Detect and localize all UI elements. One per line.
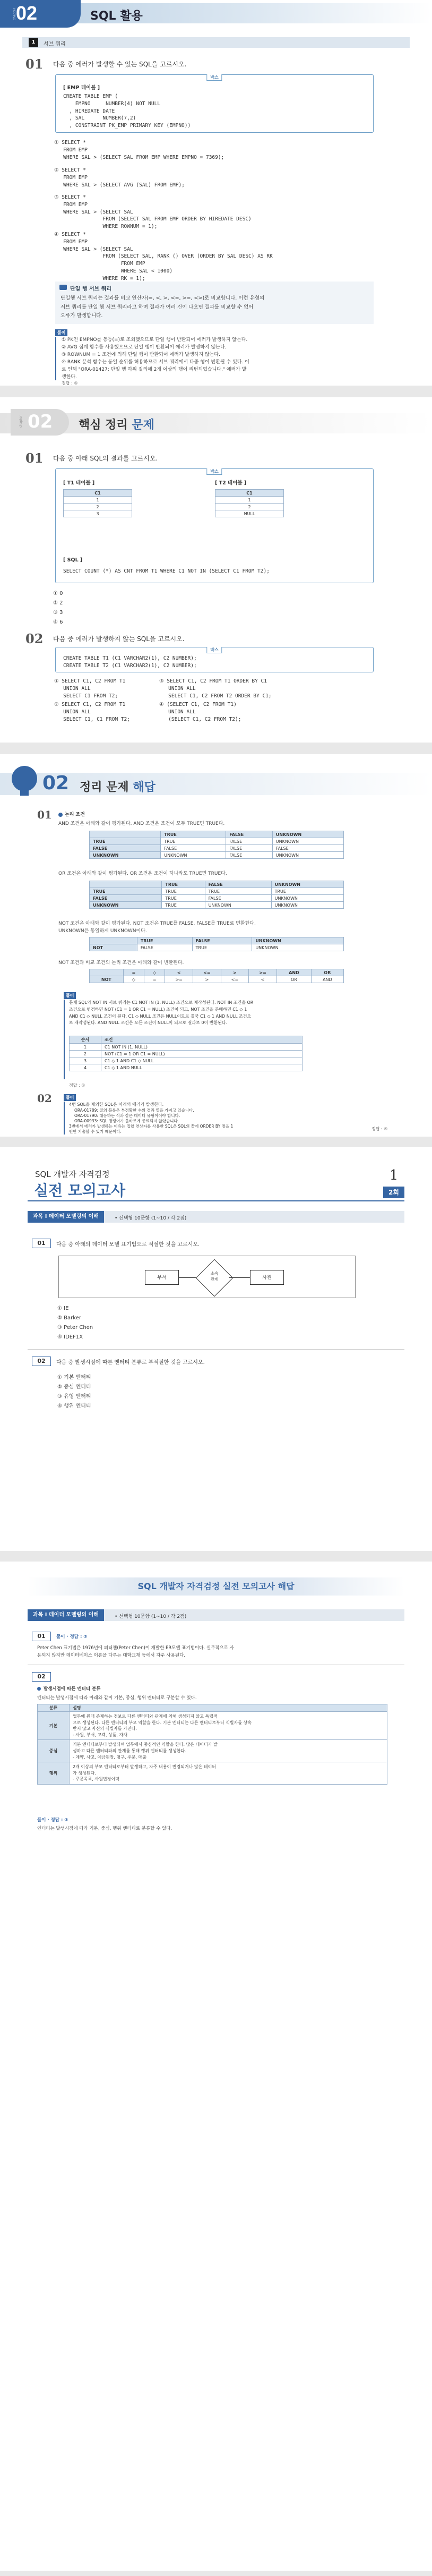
s1-line-1: Peter Chen 표기법은 1976년에 피터첸(Peter Chen)이 개발한 ER모델 표기법이다. 실무적으로 사 xyxy=(37,1645,234,1651)
not-description-2: UNKNOWN은 동일하게 UNKNOWN이다. xyxy=(58,928,147,934)
q1-option-2[interactable]: ② 2 xyxy=(53,600,63,606)
title-main: 정리 문제 xyxy=(80,781,133,794)
not-head: UNKNOWN xyxy=(252,937,344,944)
solution-badge: 풀이 xyxy=(64,992,76,999)
step-cell: 1 xyxy=(70,1044,101,1051)
q2-option-3[interactable]: ③ SELECT C1, C2 FROM T1 ORDER BY C1 UNION ALL SELECT C1, C2 FROM T2 ORDER BY C1; xyxy=(159,678,272,699)
question-2-text: 다음 중 에러가 발생하지 않는 SQL을 고르시오. xyxy=(53,635,185,643)
chapter-number: 02 xyxy=(16,2,38,24)
and-cell: FALSE xyxy=(90,845,161,852)
rewrite-steps-table xyxy=(69,1036,303,1071)
answer: 정답 : ④ xyxy=(62,381,78,386)
or-cell: TRUE xyxy=(162,902,205,909)
step-cell: 4 xyxy=(70,1064,101,1071)
entity-head: 설명 xyxy=(70,1704,387,1712)
and-cell: FALSE xyxy=(226,845,273,852)
subject-note: • 선택형 10문항 (1~10 / 각 2점) xyxy=(115,1614,187,1619)
cmp-cell: = xyxy=(144,976,165,983)
q1-option-4[interactable]: ④ 6 xyxy=(53,619,63,625)
and-head: UNKNOWN xyxy=(272,831,343,838)
answer-2-badge: 풀이 xyxy=(64,1094,76,1101)
solution-line-1: ① PK인 EMPNO를 동등(=)로 조회했으므로 단일 행이 반환되어 에러가 발생하지 않는다. xyxy=(62,337,248,343)
not-cell: NOT xyxy=(90,944,137,951)
not-cell: UNKNOWN xyxy=(252,944,344,951)
and-head xyxy=(90,831,161,838)
solution-line-3: AND C1 ◇ NULL 조건이 된다. C1 ◇ NULL 조건은 NULL이므로 결국 C1 ◇ 1 AND NULL 조건으 xyxy=(69,1013,252,1019)
t2-cell: 2 xyxy=(215,504,284,510)
or-cell: FALSE xyxy=(90,895,162,902)
and-cell: FALSE xyxy=(226,838,273,845)
q-divider xyxy=(28,1349,404,1350)
or-head xyxy=(90,881,162,888)
s2-intro: 엔터티는 발생시점에 따라 아래와 같이 기본, 중심, 행위 엔터티로 구분할 수 있다. xyxy=(37,1695,197,1701)
answer-title-accent: 해답 xyxy=(278,1581,295,1591)
not-head: FALSE xyxy=(192,937,252,944)
cmp-head: ◇ xyxy=(144,969,165,976)
question-1-text: 다음 중 아래 SQL의 결과를 고르시오. xyxy=(53,455,158,462)
or-truth-table xyxy=(89,881,344,909)
note-line-2: 서브 쿼리를 단일 행 서브 쿼리라고 하며 결과가 여러 건이 나오면 결과를 비교할 수 없어 xyxy=(61,304,254,310)
section-number: 1 xyxy=(29,38,38,47)
step-cell: 2 xyxy=(70,1051,101,1057)
error-line: ORA-01789: 질의 블록은 부정확한 수의 결과 열을 가지고 있습니다. xyxy=(74,1107,194,1113)
option-1[interactable]: ① SELECT * FROM EMP WHERE SAL > (SELECT SAL FROM EMP WHERE EMPNO = 7369); xyxy=(54,140,224,160)
sql-statement: SELECT COUNT (*) AS CNT FROM T1 WHERE C1 NOT IN (SELECT C1 FROM T2); xyxy=(63,568,270,574)
q1-option-1[interactable]: ① IE xyxy=(57,1306,69,1311)
and-cell: UNKNOWN xyxy=(272,852,343,859)
chapter-number: 02 xyxy=(28,411,53,432)
q2-text: 다음 중 발생시점에 따른 엔터티 분류로 부적절한 것을 고르시오. xyxy=(56,1360,205,1366)
s1-head: 풀이 · 정답 : ③ xyxy=(56,1634,88,1640)
entity-desc xyxy=(70,1740,387,1762)
steps-head: 순서 xyxy=(70,1036,101,1044)
s1-line-2: 용되지 않지만 데이터베이스 이론을 다루는 대학교재 등에서 자주 사용된다. xyxy=(37,1653,185,1658)
or-cell: UNKNOWN xyxy=(90,902,162,909)
bullet-title: 논리 조건 xyxy=(65,812,85,817)
or-head: UNKNOWN xyxy=(271,881,343,888)
and-head: FALSE xyxy=(226,831,273,838)
q2-number-box: 02 xyxy=(32,1357,51,1366)
and-cell: TRUE xyxy=(161,838,226,845)
page-review-answers xyxy=(0,754,432,1137)
not-truth-table xyxy=(89,937,344,951)
question-1-number: 01 xyxy=(25,450,44,466)
entity-class: 행위 xyxy=(38,1762,70,1785)
entity-desc-line: 2개 이상의 부모 엔터티로부터 발생하고, 자주 내용이 변경되거나 많은 데이터 xyxy=(73,1764,217,1770)
q2-option-2[interactable]: ② 중심 엔터티 xyxy=(57,1384,91,1390)
q2-option-2[interactable]: ② SELECT C1, C2 FROM T1 UNION ALL SELECT C1, C1 FROM T2; xyxy=(54,702,130,722)
or-cell: TRUE xyxy=(90,888,162,895)
chapter-badge xyxy=(0,0,81,28)
and-cell: UNKNOWN xyxy=(272,838,343,845)
note-line-3: 오류가 발생합니다. xyxy=(61,313,103,319)
or-cell: TRUE xyxy=(205,888,271,895)
cmp-head: < xyxy=(165,969,193,976)
and-head: TRUE xyxy=(161,831,226,838)
q2-option-4[interactable]: ④ (SELECT C1, C2 FROM T1) UNION ALL (SELECT C1, C2 FROM T2); xyxy=(159,702,241,722)
t1-header: C1 xyxy=(64,490,132,497)
cmp-head: AND xyxy=(277,969,311,976)
cmp-head: >= xyxy=(249,969,277,976)
chapter-title: SQL 활용 xyxy=(90,10,143,23)
or-cell: FALSE xyxy=(205,895,271,902)
cmp-head: <= xyxy=(193,969,221,976)
solution-line-2: 조건으로 변경하면 NOT (C1 = 1 OR C1 = NULL) 조건이 되고, NOT 조건을 분배하면 C1 ◇ 1 xyxy=(69,1006,247,1012)
solution-line-4: 로 재작성된다. AND NULL 조건은 모든 조건이 NULL이 되므로 결과로 0이 반환된다. xyxy=(69,1020,228,1026)
round-number: 1 xyxy=(389,1167,399,1183)
box-tag: 박스 xyxy=(206,468,222,475)
entity-desc-line: - 계약, 사고, 예금원장, 청구, 주문, 매출 xyxy=(73,1754,147,1760)
page-review-problems xyxy=(0,397,432,743)
note-box xyxy=(55,282,374,324)
step-cell: 3 xyxy=(70,1057,101,1064)
s1-number-box: 01 xyxy=(32,1632,51,1641)
subject-note: • 선택형 10문항 (1~10 / 각 2점) xyxy=(115,1216,187,1221)
q2-option-3[interactable]: ③ 유형 엔터티 xyxy=(57,1394,91,1400)
t1-title: [ T1 테이블 ] xyxy=(63,480,95,486)
cmp-cell: AND xyxy=(311,976,343,983)
and-cell: TRUE xyxy=(90,838,161,845)
question-text: 다음 중 에러가 발생할 수 있는 SQL을 고르시오. xyxy=(53,61,187,68)
entity-desc-line: 으로 생성된다. 다른 엔터티의 부모 역할을 한다. 기본 엔터티는 다른 엔터티로부터 식별자를 상속 xyxy=(73,1720,252,1725)
title-accent: 문제 xyxy=(132,419,154,432)
s2-number-box: 02 xyxy=(32,1672,51,1682)
option-3[interactable]: ③ SELECT * FROM EMP WHERE SAL > (SELECT SAL FROM (SELECT SAL FROM EMP ORDER BY HIREDATE DESC) WHERE ROWNUM = 1); xyxy=(54,194,252,230)
answer-2-text-1: 3번에서 에러가 발생하는 이유는 집합 연산자를 사용한 SQL은 SQL의 끝에 ORDER BY 절을 1 xyxy=(69,1123,234,1129)
t1-cell: 1 xyxy=(64,497,132,504)
subject-title: 과목 I 데이터 모델링의 이해 xyxy=(28,1609,104,1621)
and-cell: FALSE xyxy=(272,845,343,852)
rel-line-right xyxy=(229,1277,250,1278)
cmp-table xyxy=(89,969,344,983)
entity-class: 중심 xyxy=(38,1740,70,1762)
answer-2-box xyxy=(64,1102,361,1135)
entity-desc-line: 업무에 원래 존재하는 정보로 다른 엔터티와 관계에 의해 생성되지 않고 독립적 xyxy=(73,1714,218,1719)
and-cell: FALSE xyxy=(226,852,273,859)
section-bar xyxy=(22,37,410,48)
s2-solution: 엔터티는 발생시점에 따라 기본, 중심, 행위 엔터티로 분류할 수 있다. xyxy=(37,1826,172,1831)
q1-option-1[interactable]: ① 0 xyxy=(53,591,63,596)
chapter-number: 02 xyxy=(42,772,70,794)
ddl-code: CREATE TABLE T1 (C1 VARCHAR2(1), C2 NUMBER); CREATE TABLE T2 (C1 VARCHAR2(1), C2 NUMBER); xyxy=(63,655,197,669)
pre-title: SQL 개발자 자격검정 xyxy=(35,1170,110,1179)
box-tag: 박스 xyxy=(206,74,222,81)
solution-line-2: ② AVG 집계 함수를 사용했으므로 단일 행이 반환되어 에러가 발생하지 않는다. xyxy=(62,344,227,350)
s2-bullet-title: 발생시점에 따른 엔터티 분류 xyxy=(44,1686,101,1692)
or-cell: UNKNOWN xyxy=(205,902,271,909)
cmp-head: OR xyxy=(311,969,343,976)
t1-table xyxy=(63,489,132,517)
or-cell: TRUE xyxy=(271,888,343,895)
entity-class: 기본 xyxy=(38,1712,70,1740)
emp-table-title: [ EMP 테이블 ] xyxy=(63,85,100,91)
t2-table xyxy=(215,489,284,517)
chapter-label: chapter xyxy=(13,7,17,21)
answer-title: SQL 개발자 자격검정 실전 모의고사 xyxy=(137,1581,278,1591)
answer-2-text-2: 번만 기술할 수 있기 때문이다. xyxy=(69,1129,122,1135)
and-cell: UNKNOWN xyxy=(90,852,161,859)
step-cell: C1 ◇ 1 AND C1 ◇ NULL xyxy=(101,1057,303,1064)
answer-2: 정답 : ④ xyxy=(371,1127,388,1131)
q2-option-1[interactable]: ① 기본 엔터티 xyxy=(57,1375,91,1380)
question-2-number: 02 xyxy=(25,631,44,646)
note-title: 단일 행 서브 쿼리 xyxy=(70,286,112,292)
q1-option-3[interactable]: ③ Peter Chen xyxy=(57,1325,93,1330)
and-cell: UNKNOWN xyxy=(161,852,226,859)
title-divider xyxy=(28,1200,404,1201)
s2-solution-head: 풀이 · 정답 : ③ xyxy=(37,1818,68,1823)
entity-emp: 사원 xyxy=(250,1270,284,1285)
solution-line-1: 문제 SQL의 NOT IN 서브 쿼리는 C1 NOT IN (1, NULL) 조건으로 재작성된다. NOT IN 조건을 OR xyxy=(69,1000,254,1005)
not-head xyxy=(90,937,137,944)
or-description: OR 조건은 아래와 같이 평가된다. OR 조건은 조건이 하나라도 TRUE면 TRUE다. xyxy=(58,871,227,876)
page-mock-exam-answers xyxy=(0,1562,432,2571)
lightbulb-icon xyxy=(12,766,37,791)
entity-desc-line: 기본 엔터티로부터 발생되며 업무에서 중심적인 역할을 한다. 많은 데이터가 발 xyxy=(73,1742,218,1747)
not-cell: TRUE xyxy=(192,944,252,951)
entity-desc-line: - 사원, 부서, 고객, 상품, 자재 xyxy=(73,1732,128,1737)
cmp-cell: <= xyxy=(221,976,249,983)
page-chapter-sql xyxy=(0,0,432,386)
and-cell: FALSE xyxy=(161,845,226,852)
solution-badge: 풀이 xyxy=(55,329,67,336)
answer-title-bar xyxy=(28,1577,404,1596)
cmp-head xyxy=(90,969,124,976)
answer-1: 정답 : ① xyxy=(69,1083,85,1088)
tables-box xyxy=(55,468,374,583)
solution-line-5: 로 인해 "ORA-01427: 단일 행 하위 질의에 2개 이상의 행이 리턴되었습니다." 에러가 발 xyxy=(62,366,247,372)
title-accent: 해답 xyxy=(133,781,155,794)
step-cell: C1 NOT IN (1, NULL) xyxy=(101,1044,303,1051)
and-truth-table xyxy=(89,831,344,859)
cmp-cell: < xyxy=(249,976,277,983)
emp-table-ddl: CREATE TABLE EMP ( EMPNO NUMBER(4) NOT NULL , HIREDATE DATE , SAL NUMBER(7,2) , CONSTRAINT PK_EMP PRIMARY KEY (EMPNO)) xyxy=(63,93,191,129)
round-badge: 2회 xyxy=(383,1187,404,1198)
cmp-cell: >= xyxy=(165,976,193,983)
section-title: 서브 쿼리 xyxy=(44,41,66,47)
title-main: 핵심 정리 xyxy=(79,419,132,432)
cmp-head: = xyxy=(123,969,144,976)
answer-2-number: 02 xyxy=(37,1092,52,1105)
cmp-cell: NOT xyxy=(90,976,124,983)
page-title xyxy=(80,778,155,795)
question-number: 01 xyxy=(25,56,44,72)
not-description-1: NOT 조건은 아래와 같이 평가된다. NOT 조건은 TRUE를 FALSE, FALSE를 TRUE로 변환한다. xyxy=(58,921,256,926)
cmp-head: > xyxy=(221,969,249,976)
exam-title: 실전 모의고사 xyxy=(34,1182,126,1199)
entity-desc-line: 생하고 다른 엔터티와의 관계를 통해 행위 엔터티를 생성한다. xyxy=(73,1748,186,1753)
option-4[interactable]: ④ SELECT * FROM EMP WHERE SAL > (SELECT SAL FROM (SELECT SAL, RANK () OVER (ORDER BY SAL DESC) AS RK FROM EMP WHERE SAL < 1000) WHERE RK = 1); xyxy=(54,232,273,282)
cmp-cell: > xyxy=(193,976,221,983)
solution-line-4: ④ RANK 분석 함수는 동일 순위를 허용하므로 서브 쿼리에서 다중 행이 반환될 수 있다. 이 xyxy=(62,359,249,365)
subject-title: 과목 I 데이터 모델링의 이해 xyxy=(28,1211,104,1223)
sql-title: [ SQL ] xyxy=(63,557,83,563)
q1-option-4[interactable]: ④ IDEF1X xyxy=(57,1334,83,1340)
q1-text: 다음 중 아래의 데이터 모델 표기법으로 적절한 것을 고르시오. xyxy=(56,1242,200,1248)
option-2[interactable]: ② SELECT * FROM EMP WHERE SAL > (SELECT AVG (SAL) FROM EMP); xyxy=(54,167,185,188)
ddl-box xyxy=(55,647,374,672)
entity-desc-line: 받지 않고 자신의 식별자를 가진다. xyxy=(73,1726,137,1731)
or-cell: UNKNOWN xyxy=(271,902,343,909)
solution-line-3: ③ ROWNUM = 1 조건에 의해 단일 행이 반환되어 에러가 발생하지 않는다. xyxy=(62,352,220,357)
entity-head: 분류 xyxy=(38,1704,70,1712)
chapter-label: chapter xyxy=(19,415,23,428)
and-description: AND 조건은 아래와 같이 평가된다. AND 조건은 조건이 모두 TRUE면 TRUE다. xyxy=(58,821,225,826)
note-line-1: 단일행 서브 쿼리는 결과를 비교 연산자(=, <, >, <=, >=, <>)로 비교합니다. 이런 유형의 xyxy=(61,295,265,301)
entity-desc-line: - 주문목록, 사원변경이력 xyxy=(73,1777,119,1782)
box-tag: 박스 xyxy=(206,647,222,653)
er-diagram-box xyxy=(58,1256,356,1298)
cmp-cell: OR xyxy=(277,976,311,983)
cmp-description: NOT 조건과 비교 조건의 논리 조건은 아래와 같이 변환된다. xyxy=(58,960,184,966)
or-cell: TRUE xyxy=(162,888,205,895)
or-head: FALSE xyxy=(205,881,271,888)
page-mock-exam xyxy=(0,1147,432,1551)
solution-box xyxy=(55,337,374,380)
entity-desc xyxy=(70,1762,387,1785)
entity-desc xyxy=(70,1712,387,1740)
or-head: TRUE xyxy=(162,881,205,888)
s2-bullet-icon xyxy=(37,1687,41,1691)
q2-option-4[interactable]: ④ 행위 엔터티 xyxy=(57,1403,91,1409)
t2-cell: NULL xyxy=(215,510,284,517)
or-cell: TRUE xyxy=(162,895,205,902)
lightbulb-base xyxy=(20,790,29,796)
t2-cell: 1 xyxy=(215,497,284,504)
or-cell: UNKNOWN xyxy=(271,895,343,902)
q1-option-3[interactable]: ③ 3 xyxy=(53,610,63,616)
rel-label: 소속 관계 xyxy=(210,1271,219,1282)
error-line: ORA-00933: SQL 명령어가 올바르게 종료되지 않았습니다. xyxy=(74,1118,179,1123)
cmp-cell: ◇ xyxy=(123,976,144,983)
solution-line-6: 생한다. xyxy=(62,374,77,380)
not-cell: FALSE xyxy=(137,944,192,951)
q1-number-box: 01 xyxy=(32,1239,51,1248)
q1-option-2[interactable]: ② Barker xyxy=(57,1315,81,1321)
bullet-icon xyxy=(58,813,63,817)
entity-dept: 부서 xyxy=(145,1270,179,1285)
t1-cell: 3 xyxy=(64,510,132,517)
t2-title: [ T2 테이블 ] xyxy=(215,480,247,486)
t2-header: C1 xyxy=(215,490,284,497)
error-line: ORA-01790: 대응하는 식과 같은 데이터 유형이어야 합니다. xyxy=(74,1113,180,1118)
q2-option-1[interactable]: ① SELECT C1, C2 FROM T1 UNION ALL SELECT C1 FROM T2; xyxy=(54,678,126,699)
step-cell: C1 ◇ 1 AND NULL xyxy=(101,1064,303,1071)
note-icon xyxy=(59,285,67,290)
entity-class-table xyxy=(37,1704,387,1785)
step-cell: NOT (C1 = 1 OR C1 = NULL) xyxy=(101,1051,303,1057)
not-head: TRUE xyxy=(137,937,192,944)
t1-cell: 2 xyxy=(64,504,132,510)
emp-table-box xyxy=(55,74,374,133)
answer-2-intro: 4번 SQL을 제외한 SQL은 아래의 에러가 발생한다. xyxy=(69,1102,164,1107)
page-title xyxy=(79,416,154,432)
answer-1-number: 01 xyxy=(37,808,52,821)
steps-head: 조건 xyxy=(101,1036,303,1044)
entity-desc-line: 가 생성된다. xyxy=(73,1770,96,1776)
